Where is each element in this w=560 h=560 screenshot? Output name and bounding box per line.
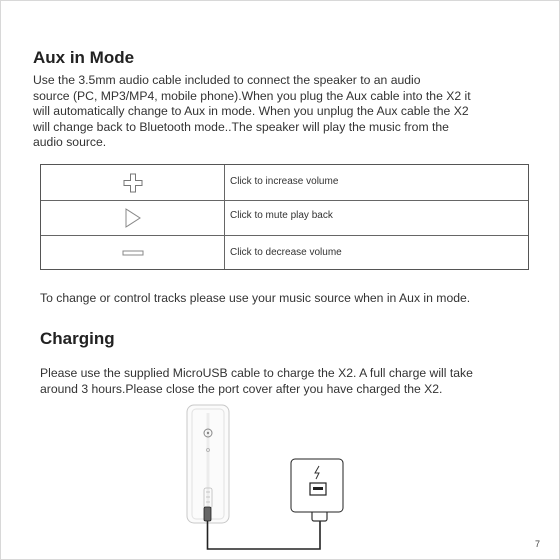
increase-volume-label: Click to increase volume [230,176,339,187]
tracks-note: To change or control tracks please use your music source when in Aux in mode. [40,291,471,305]
charging-line: Please use the supplied MicroUSB cable to charge the X2. A full charge will take [40,366,473,380]
aux-line: Use the 3.5mm audio cable included to connect the speaker to an audio [33,73,421,87]
charging-line: around 3 hours.Please close the port cover after you have charged the X2. [40,381,443,396]
decrease-volume-label: Click to decrease volume [230,247,342,258]
aux-line: will automatically change to Aux in mode. When you unplug the Aux cable the X2 [33,104,469,119]
speaker-drawing [187,405,229,523]
aux-heading: Aux in Mode [33,48,135,67]
charging-heading: Charging [40,329,115,348]
aux-line: will change back to Bluetooth mode..The speaker will play the music from the [33,119,449,134]
aux-line: audio source. [33,135,107,150]
aux-line: source (PC, MP3/MP4, mobile phone).When you plug the Aux cable into the X2 it [33,88,471,103]
charge-port-callout [291,459,343,512]
mute-playback-label: Click to mute play back [230,210,333,221]
page-number: 7 [534,539,540,549]
